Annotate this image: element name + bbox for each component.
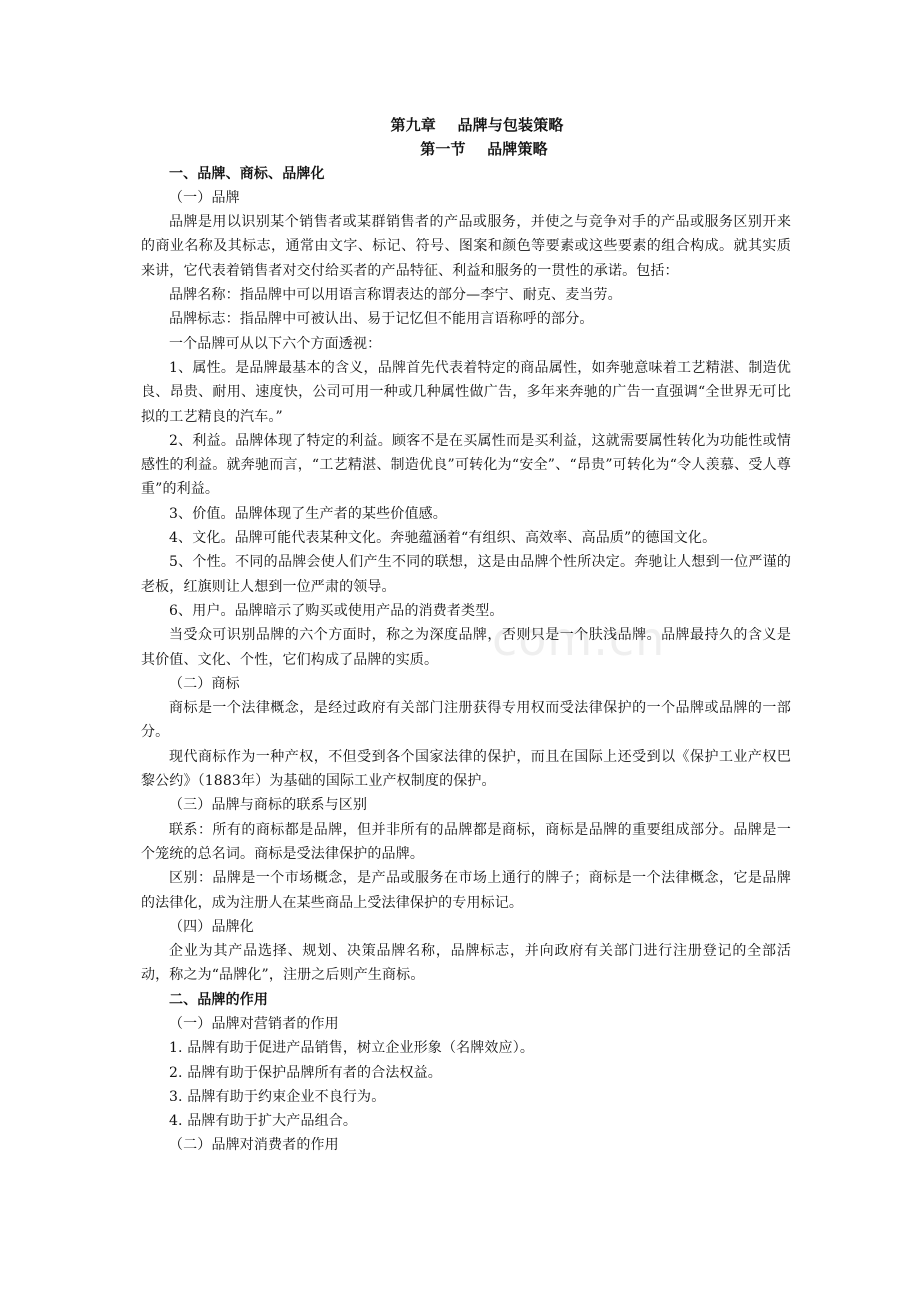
paragraph: 品牌名称：指品牌中可以用语言称谓表达的部分—李宁、耐克、麦当劳。	[169, 287, 622, 304]
paragraph: 商标是一个法律概念，是经过政府有关部门注册获得专用权而受法律保护的一个品牌或品牌的一部分。	[141, 700, 791, 741]
paragraph: 一个品牌可从以下六个方面透视：	[169, 335, 382, 352]
document-body	[141, 113, 791, 1158]
heading: 二、品牌的作用	[169, 991, 269, 1008]
subheading: （二）品牌对消费者的作用	[169, 1137, 339, 1154]
paragraph: 企业为其产品选择、规划、决策品牌名称，品牌标志，并向政府有关部门进行注册登记的全部活动，称之为“品牌化”，注册之后则产生商标。	[141, 943, 791, 984]
paragraph: 现代商标作为一种产权，不但受到各个国家法律的保护，而且在国际上还受到以《保护工业产权巴黎公约》（1883年）为基础的国际工业产权制度的保护。	[141, 748, 791, 790]
subheading: （一）品牌	[169, 189, 240, 206]
paragraph: 5、个性。不同的品牌会使人们产生不同的联想，这是由品牌个性所决定。奔驰让人想到一位严谨的老板，红旗则让人想到一位严肃的领导。	[141, 554, 791, 595]
paragraph: 1、属性。是品牌最基本的含义，品牌首先代表着特定的商品属性，如奔驰意味着工艺精湛、制造优良、昂贵、耐用、速度快，公司可用一种或几种属性做广告，多年来奔驰的广告一直强调“全世界无可比拟的工艺精良的汽车。”	[141, 359, 791, 425]
section-title: 第一节 品牌策略	[420, 140, 548, 159]
paragraph: 联系：所有的商标都是品牌，但并非所有的品牌都是商标，商标是品牌的重要组成部分。品牌是一个笼统的总名词。商标是受法律保护的品牌。	[141, 821, 791, 862]
watermark: com.cn	[492, 612, 666, 666]
paragraph: 品牌标志：指品牌中可被认出、易于记忆但不能用言语称呼的部分。	[169, 311, 594, 328]
paragraph: 品牌是用以识别某个销售者或某群销售者的产品或服务，并使之与竞争对手的产品或服务区别开来的商业名称及其标志，通常由文字、标记、符号、图案和颜色等要素或这些要素的组合构成。就其实质来讲，它代表着销售者对交付给买者的产品特征、利益和服务的一贯性的承诺。包括：	[141, 214, 791, 279]
paragraph: 3、价值。品牌体现了生产者的某些价值感。	[169, 505, 447, 522]
paragraph: 区别：品牌是一个市场概念，是产品或服务在市场上通行的牌子；商标是一个法律概念，它是品牌的法律化，成为注册人在某些商品上受法律保护的专用标记。	[141, 870, 791, 911]
list-item: 4. 品牌有助于扩大产品组合。	[169, 1113, 358, 1130]
subheading: （四）品牌化	[169, 918, 254, 935]
chapter-title: 第九章 品牌与包装策略	[390, 116, 564, 134]
heading: 一、品牌、商标、品牌化	[169, 165, 325, 182]
paragraph: 2、利益。品牌体现了特定的利益。顾客不是在买属性而是买利益，这就需要属性转化为功能性或情感性的利益。就奔驰而言，“工艺精湛、制造优良”可转化为“安全”、“昂贵”可转化为“令人羡慕、受人尊重”的利益。	[141, 432, 791, 498]
list-item: 3. 品牌有助于约束企业不良行为。	[169, 1088, 386, 1105]
list-item: 2. 品牌有助于保护品牌所有者的合法权益。	[169, 1064, 442, 1081]
paragraph: 6、用户。品牌暗示了购买或使用产品的消费者类型。	[169, 602, 504, 619]
paragraph: 4、文化。品牌可能代表某种文化。奔驰蕴涵着“有组织、高效率、高品质”的德国文化。	[169, 530, 717, 547]
subheading: （一）品牌对营销者的作用	[169, 1015, 339, 1032]
subheading: （三）品牌与商标的联系与区别	[169, 797, 368, 814]
subheading: （二）商标	[169, 675, 240, 692]
paragraph: 当受众可识别品牌的六个方面时，称之为深度品牌，否则只是一个肤浅品牌。品牌最持久的含义是其价值、文化、个性，它们构成了品牌的实质。	[141, 627, 791, 668]
list-item: 1. 品牌有助于促进产品销售，树立企业形象（名牌效应）。	[169, 1040, 535, 1057]
document-blocks	[141, 162, 791, 1158]
